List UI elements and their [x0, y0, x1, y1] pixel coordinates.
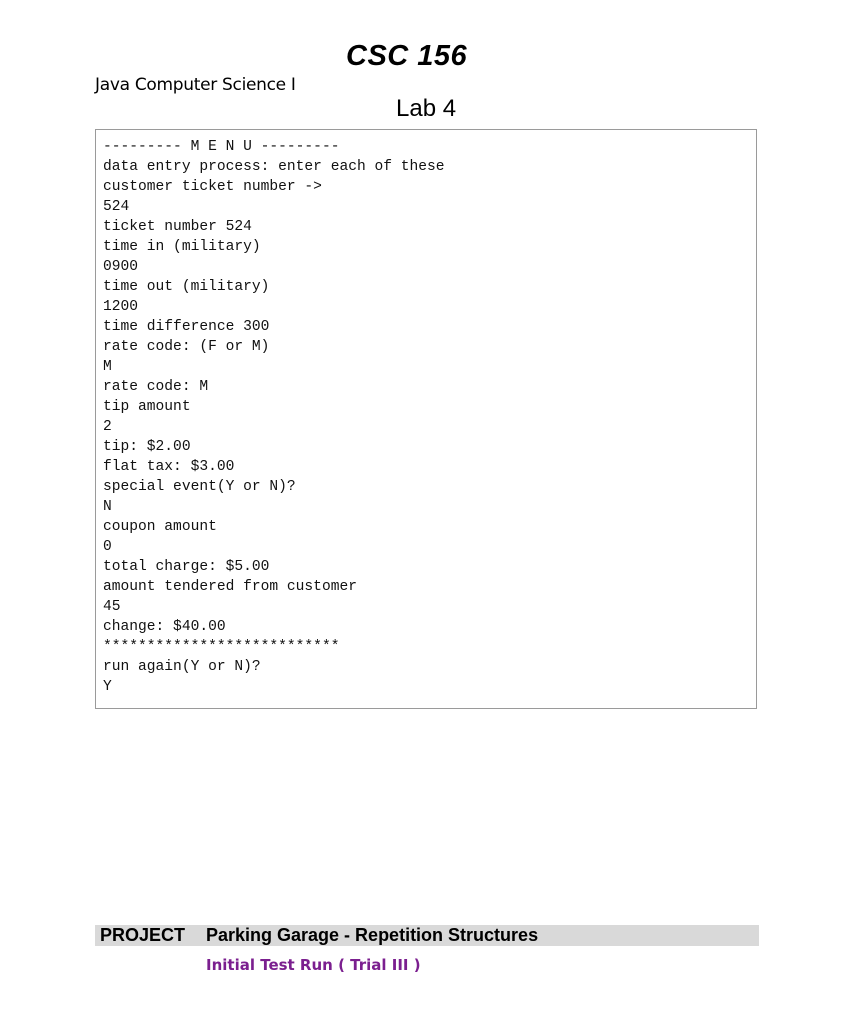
- console-line: data entry process: enter each of these: [103, 159, 445, 175]
- console-line: tip amount: [103, 399, 191, 415]
- project-title: Parking Garage - Repetition Structures: [206, 925, 539, 945]
- console-line: Y: [103, 679, 112, 695]
- console-line: rate code: M: [103, 379, 209, 395]
- course-name: Java Computer Science I: [95, 75, 296, 95]
- console-line: 524: [103, 199, 130, 215]
- console-line: ***************************: [103, 639, 340, 655]
- console-line: 1200: [103, 299, 139, 315]
- project-bar: [95, 925, 759, 946]
- console-line: --------- M E N U ---------: [103, 139, 340, 155]
- console-line: customer ticket number ->: [103, 179, 322, 195]
- console-line: 0900: [103, 259, 139, 275]
- console-line: run again(Y or N)?: [103, 659, 261, 675]
- console-line: time difference 300: [103, 319, 270, 335]
- console-output-box: [95, 129, 757, 709]
- lab-title: Lab 4: [396, 95, 457, 122]
- console-line: ticket number 524: [103, 219, 252, 235]
- console-line: rate code: (F or M): [103, 339, 270, 355]
- test-run-subtitle: Initial Test Run ( Trial III ): [206, 956, 421, 974]
- console-line: tip: $2.00: [103, 439, 191, 455]
- console-line: 0: [103, 539, 112, 555]
- console-line: special event(Y or N)?: [103, 479, 296, 495]
- console-line: total charge: $5.00: [103, 559, 270, 575]
- console-line: amount tendered from customer: [103, 579, 357, 595]
- console-line: change: $40.00: [103, 619, 226, 635]
- console-line: flat tax: $3.00: [103, 459, 235, 475]
- console-line: time in (military): [103, 239, 261, 255]
- project-label: PROJECT: [100, 925, 186, 945]
- console-line: M: [103, 359, 112, 375]
- console-line: coupon amount: [103, 519, 217, 535]
- course-code: CSC 156: [346, 40, 468, 72]
- console-line: time out (military): [103, 279, 270, 295]
- console-line: N: [103, 499, 112, 515]
- console-line: 2: [103, 419, 112, 435]
- console-line: 45: [103, 599, 121, 615]
